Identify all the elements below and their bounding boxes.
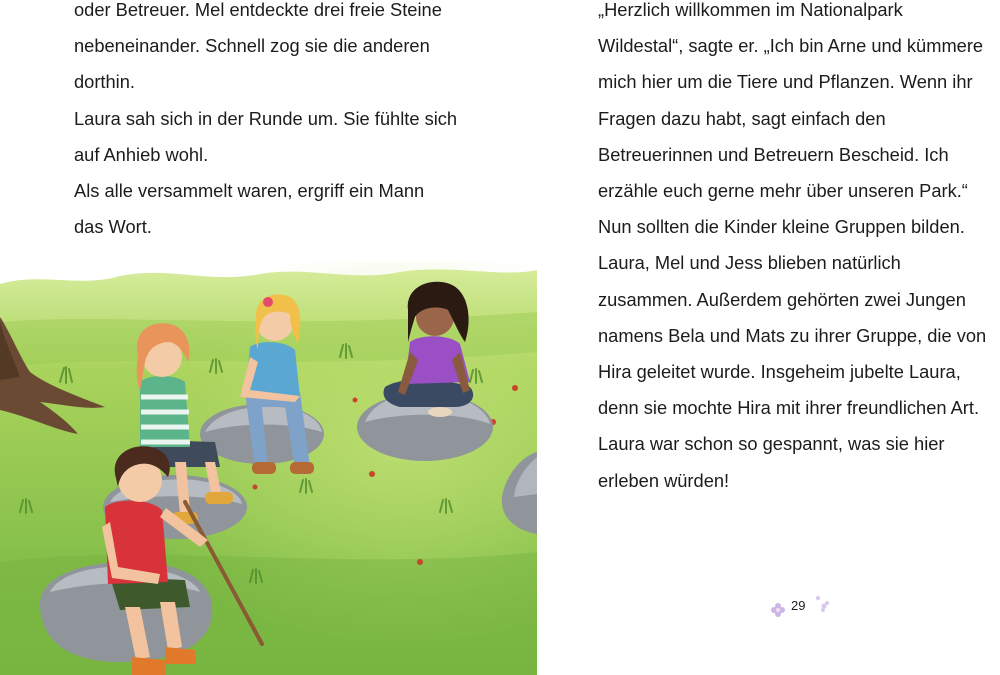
page-number: 29: [791, 598, 806, 613]
flower-icon: [770, 602, 786, 618]
text-line: erleben würden!: [598, 469, 730, 491]
right-page-text: [598, 0, 986, 499]
left-page-text: [74, 0, 457, 245]
text-line: nebeneinander. Schnell zog sie die anderen: [74, 35, 430, 57]
meadow-illustration: [0, 262, 537, 675]
text-line: Hira geleitet wurde. Insgeheim jubelte Laura,: [598, 361, 961, 383]
text-line: auf Anhieb wohl.: [74, 143, 209, 165]
text-line: denn sie mochte Hira mit ihrer freundlichen Art.: [598, 397, 980, 419]
text-line: Fragen dazu habt, sagt einfach den: [598, 107, 886, 129]
text-line: Nun sollten die Kinder kleine Gruppen bilden.: [598, 216, 965, 238]
text-line: Wildestal“, sagte er. „Ich bin Arne und kümmere: [598, 35, 984, 57]
flower-icon: [814, 594, 830, 614]
text-line: Laura sah sich in der Runde um. Sie fühlte sich: [74, 107, 458, 129]
text-line: das Wort.: [74, 216, 152, 238]
text-line: namens Bela und Mats zu ihrer Gruppe, die von: [598, 324, 987, 346]
text-line: Als alle versammelt waren, ergriff ein Mann: [74, 180, 425, 202]
text-line: oder Betreuer. Mel entdeckte drei freie Steine: [74, 0, 442, 20]
text-line: „Herzlich willkommen im Nationalpark: [598, 0, 903, 20]
right-page: [537, 0, 1000, 675]
text-line: Laura, Mel und Jess blieben natürlich: [598, 252, 901, 274]
text-line: mich hier um die Tiere und Pflanzen. Wenn ihr: [598, 71, 973, 93]
text-line: erzähle euch gerne mehr über unseren Park.“: [598, 180, 968, 202]
text-line: Laura war schon so gespannt, was sie hier: [598, 433, 945, 455]
text-line: zusammen. Außerdem gehörten zwei Jungen: [598, 288, 966, 310]
text-line: Betreuerinnen und Betreuern Bescheid. Ich: [598, 143, 949, 165]
text-line: dorthin.: [74, 71, 135, 93]
